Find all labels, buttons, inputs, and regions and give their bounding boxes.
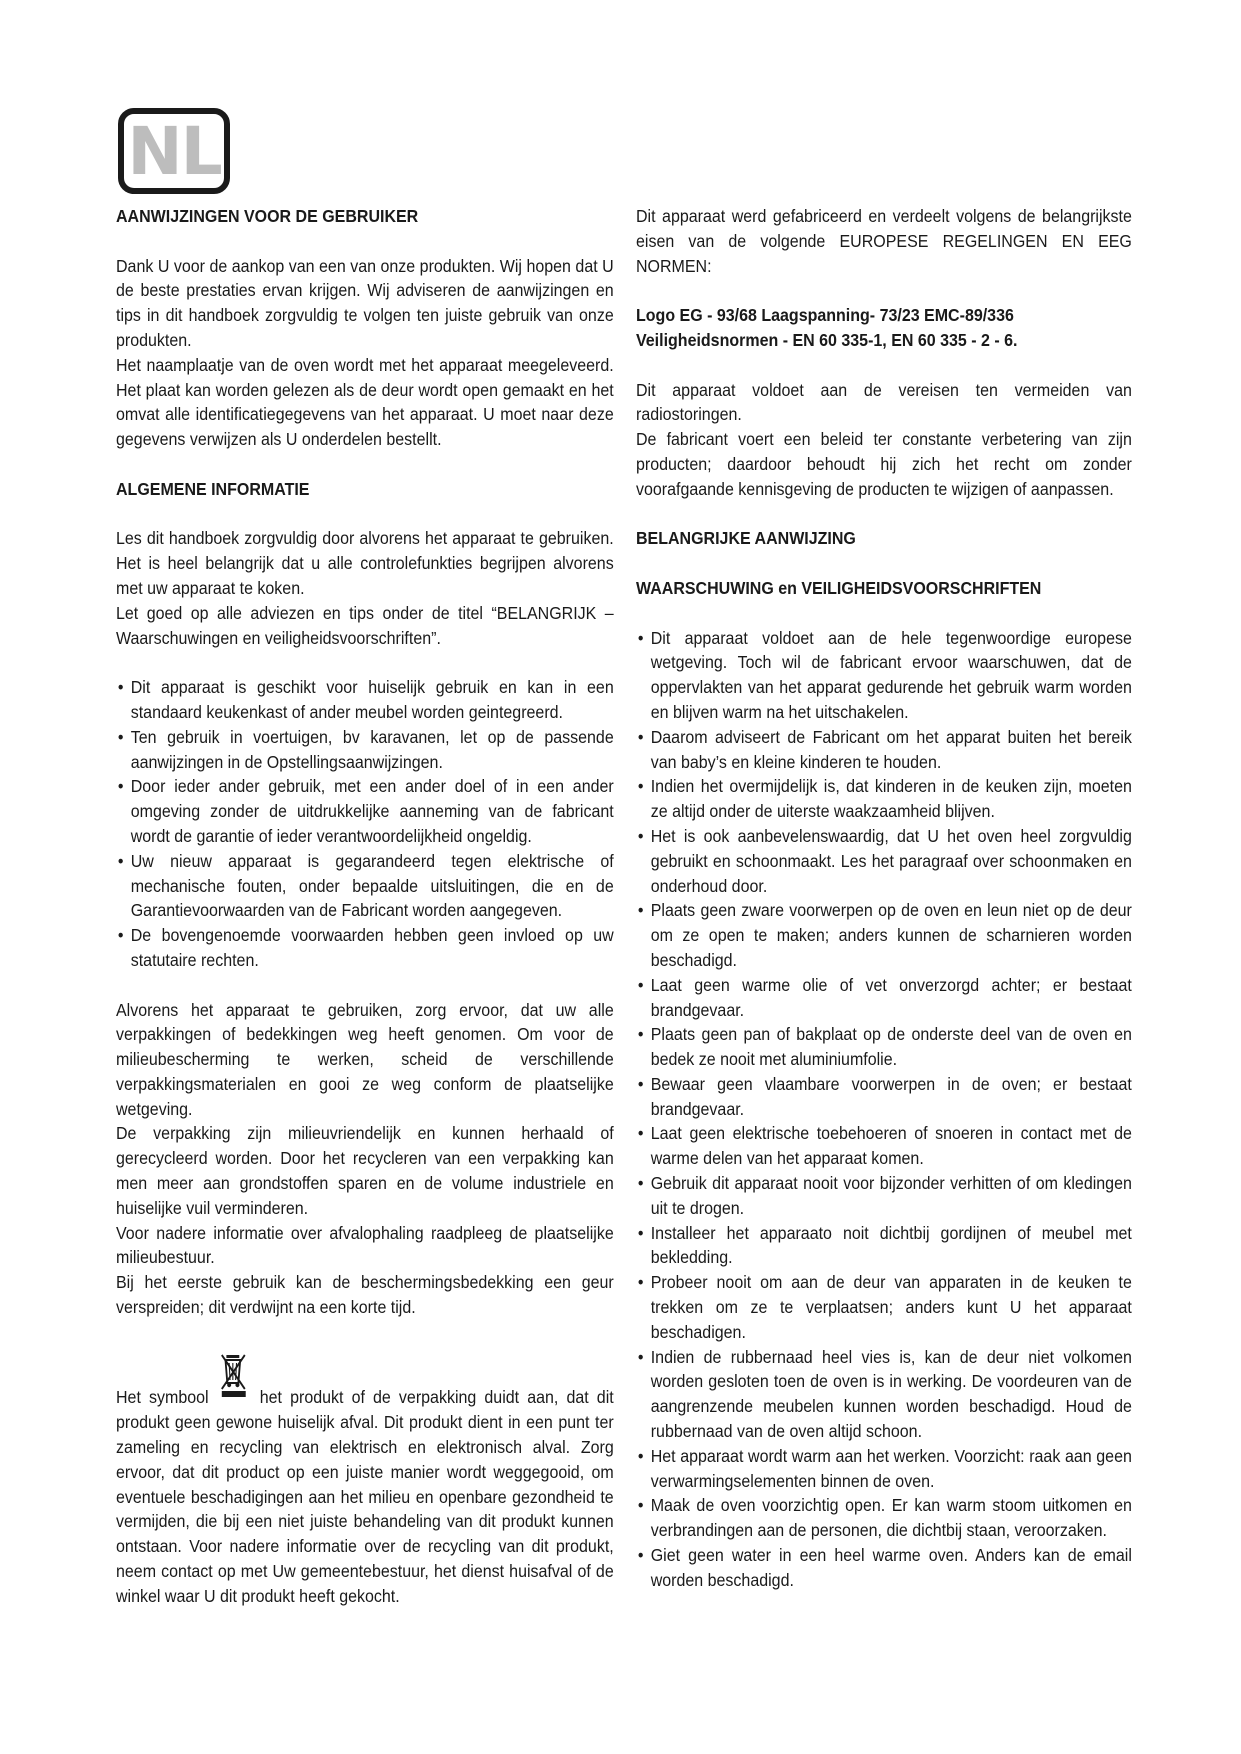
list-item: • Plaats geen pan of bakplaat op de onderste deel van de oven en bedek ze nooit met aluminiumfolie. xyxy=(636,1022,1132,1072)
list-item: • Maak de oven voorzichtig open. Er kan warm stoom uitkomen en verbrandingen aan de personen, die dichtbij staan, veroorzaken. xyxy=(636,1493,1132,1543)
regulation-safety-line: Veiligheidsnormen - EN 60 335-1, EN 60 335 - 2 - 6. xyxy=(636,329,1018,350)
list-item: • Probeer nooit om aan de deur van apparaten in de keuken te trekken om ze te verplaatsen; anders kunt U het apparaat beschadigen. xyxy=(636,1270,1132,1344)
weee-paragraph xyxy=(116,1369,614,1608)
list-item: • Het is ook aanbevelenswaardig, dat U het oven heel zorgvuldig gebruikt en schoonmaakt. Les het paragraaf over schoonmaken en onderhoud door. xyxy=(636,824,1132,898)
language-code: NL xyxy=(127,113,221,190)
waste-info-paragraph: Voor nadere informatie over afvalophaling raadpleeg de plaatselijke milieubestuur. xyxy=(116,1222,614,1268)
policy-paragraph: De fabricant voert een beleid ter constante verbetering van zijn producten; daardoor behoudt hij zich het recht om zonder voorafgaande kennisgeving de producten te wijzigen of aanpassen. xyxy=(636,429,1132,499)
language-badge xyxy=(118,108,230,194)
heading-safety-warnings: WAARSCHUWING en VEILIGHEIDSVOORSCHRIFTEN xyxy=(636,577,1042,598)
list-item: • Laat geen warme olie of vet onverzorgd achter; er bestaat brandgevaar. xyxy=(636,973,1132,1023)
heading-important-instruction: BELANGRIJKE AANWIJZING xyxy=(636,528,856,549)
safety-bullet-list xyxy=(636,626,1132,1593)
list-item: • Plaats geen zware voorwerpen op de oven en leun niet op de deur om ze open te maken; anders kunnen de scharnieren worden beschadigd. xyxy=(636,898,1132,972)
list-item: • Installeer het apparaato noit dichtbij gordijnen of meubel met bekledding. xyxy=(636,1221,1132,1271)
list-item: • Daarom adviseert de Fabricant om het apparat buiten het bereik van baby’s en kleine kinderen te houden. xyxy=(636,725,1132,775)
first-use-paragraph: Bij het eerste gebruik kan de beschermingsbedekking een geur verspreiden; dit verdwijnt na een korte tijd. xyxy=(116,1272,614,1318)
list-item: • Dit apparaat is geschikt voor huiselijk gebruik en kan in een standaard keukenkast of ander meubel worden geintegreerd. xyxy=(116,675,614,725)
weee-prefix: Het symbool xyxy=(116,1387,209,1408)
list-item: • Giet geen water in een heel warme oven. Anders kan de email worden beschadigd. xyxy=(636,1543,1132,1593)
heading-general-information: ALGEMENE INFORMATIE xyxy=(116,478,310,499)
general-note-paragraph: Let goed op alle adviezen en tips onder de titel “BELANGRIJK – Waarschuwingen en veiligheidsvoorschriften”. xyxy=(116,602,614,648)
list-item: • Laat geen elektrische toebehoeren of snoeren in contact met de warme delen van het apparaat komen. xyxy=(636,1121,1132,1171)
list-item: • Het apparaat wordt warm aan het werken. Voorzicht: raak aan geen verwarmingselementen binnen de oven. xyxy=(636,1444,1132,1494)
nameplate-paragraph: Het naamplaatje van de oven wordt met het apparaat meegeleveerd. Het plaat kan worden gelezen als de deur wordt open gemaakt en het omvat alle identificatiegegevens van het apparaat. U moet naar deze gegevens verwijzen als U onderdelen bestellt. xyxy=(116,354,614,450)
list-item: • Bewaar geen vlaambare voorwerpen in de oven; er bestaat brandgevaar. xyxy=(636,1072,1132,1122)
recycling-paragraph: De verpakking zijn milieuvriendelijk en kunnen herhaald of gerecycleerd worden. Door het recyclеren van een verpakking kan men meer aan grondstoffen sparen en de volume industriele en huiselijke vuil verminderen. xyxy=(116,1123,614,1218)
crossed-bin-icon xyxy=(219,1369,250,1409)
list-item: • Ten gebruik in voertuigen, bv karavanen, let op de passende aanwijzingen in de Opstellingsaanwijzingen. xyxy=(116,725,614,775)
regulation-ce-line: Logo EG - 93/68 Laagspanning- 73/23 EMC-89/336 xyxy=(636,305,1014,326)
regulation-intro: Dit apparaat werd gefabriceerd en verdeelt volgens de belangrijkste eisen van de volgende EUROPESE REGELINGEN EN EEG NORMEN: xyxy=(636,206,1132,276)
left-column xyxy=(116,204,614,1609)
interference-paragraph: Dit apparaat voldoet aan de vereisen ten vermeiden van radiostoringen. xyxy=(636,379,1132,425)
right-column xyxy=(636,204,1132,1593)
list-item: • Dit apparaat voldoet aan de hele tegenwoordige europese wetgeving. Toch wil de fabricant ervoor waarschuwen, dat de oppervlakten van het apparat gedurende het gebruik warm worden en blijven warm na het uitschakelen. xyxy=(636,626,1132,725)
intro-paragraph: Dank U voor de aankop van een van onze produkten. Wij hopen dat U de beste prestaties ervan krijgen. Wij adviseren de aanwijzingen en tips in dit handboek zorgvuldig te volgen ten juiste gebruik van onze produkten. xyxy=(116,255,614,350)
list-item: • Gebruik dit apparaat nooit voor bijzonder verhitten of om kledingen uit te drogen. xyxy=(636,1171,1132,1221)
heading-user-instructions: AANWIJZINGEN VOOR DE GEBRUIKER xyxy=(116,206,419,226)
list-item: • Indien de rubbernaad heel vies is, kan de deur niet volkomen worden gesloten toen de oven is in werking. De voordeuren van de aangrenzende meubelen kunnen worden beschadigd. Houd de rubbernaad van de oven altijd schoon. xyxy=(636,1345,1132,1444)
weee-text: het produkt of de verpakking duidt aan, dat dit produkt geen gewone huiselijk afval. Dit produkt dient in een punt ter zameling en recycling van elektrisch en elektronisch alval. Zorg ervoor, dat dit product op een juiste manier wordt weggegooid, om eventuele beschadigingen aan het milieu en openbare gezondheid te vermijden, die bij een niet juiste behandeling van dit produkt kunnen ontstaan. Voor nadere informatie over de recycling van dit produkt, neem contact op met Uw gemeentebestuur, het dienst huisafval of de winkel waar U dit produkt heeft gekocht. xyxy=(116,1387,614,1606)
usage-bullet-list xyxy=(116,675,614,973)
general-paragraph: Les dit handboek zorgvuldig door alvorens het apparaat te gebruiken. Het is heel belangrijk dat u alle controlefunkties begrijpen alvorens met uw apparaat te koken. xyxy=(116,528,614,598)
list-item: • Uw nieuw apparaat is gegarandeerd tegen elektrische of mechanische fouten, onder bepaalde uitsluitingen, die en de Garantievoorwaarden van de Fabricant worden aangegeven. xyxy=(116,849,614,923)
list-item: • Indien het overmijdelijk is, dat kinderen in de keuken zijn, moeten ze altijd onder de uiterste waakzaamheid blijven. xyxy=(636,774,1132,824)
list-item: • Door ieder ander gebruik, met een ander doel of in een ander omgeving zonder de uitdrukkelijke aanneming van de fabricant wordt de garantie of ieder verantwoordelijkheid ongeldig. xyxy=(116,774,614,848)
packaging-paragraph: Alvorens het apparaat te gebruiken, zorg ervoor, dat uw alle verpakkingen of bedekkingen weg heeft genomen. Om voor de milieubescherming te werken, scheid de verschillende verpakkingsmaterialen en gooi ze weg conform de plaatselijke wetgeving. xyxy=(116,999,614,1119)
list-item: • De bovengenoemde voorwaarden hebben geen invloed op uw statutaire rechten. xyxy=(116,923,614,973)
